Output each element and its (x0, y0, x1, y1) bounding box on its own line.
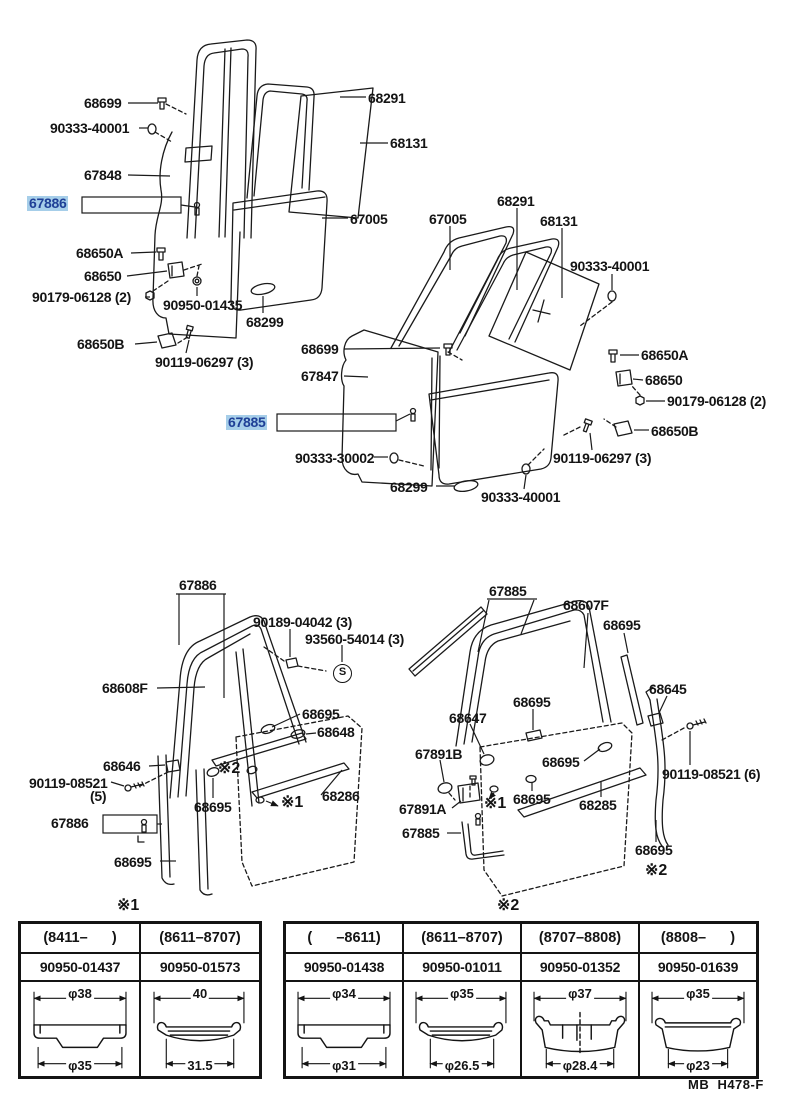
table-2-range-col4: (8808– ) (639, 923, 757, 953)
door-frame-lh-art (125, 616, 362, 895)
part-label-90333-40001-tr-upper: 90333-40001 (570, 258, 650, 274)
table-1-marker: ※1 (117, 897, 140, 914)
table-2-diagram-col2 (403, 981, 521, 1077)
table-2-diagram-col1 (285, 981, 403, 1077)
part-label-90189-04042: 90189-04042 (3) (253, 614, 353, 630)
top-dimension-label: φ35 (686, 986, 710, 1001)
table-2-part-col4: 90950-01639 (639, 953, 757, 981)
part-label-68650B-tr: 68650B (651, 423, 699, 439)
part-label-90179-06128-tl: 90179-06128 (2) (32, 289, 132, 305)
part-label-67885-highlighted: 67885 (228, 414, 266, 430)
table-2-range-col2: (8611–8707) (403, 923, 521, 953)
table-1-range-col1: (8411– ) (20, 923, 140, 953)
part-label-90950-01435: 90950-01435 (163, 297, 243, 313)
part-label-68299-tr: 68299 (390, 479, 428, 495)
table-1-part-col1: 90950-01437 (20, 953, 140, 981)
part-label-90119-06297-tr: 90119-06297 (3) (553, 450, 652, 466)
reference-mark-1-ml: ※1 (281, 794, 304, 811)
part-label-67005-tr: 67005 (429, 211, 467, 227)
top-dimension-label: φ34 (332, 986, 356, 1001)
part-label-67891B: 67891B (415, 746, 463, 762)
table-2-diagram-col3 (521, 981, 639, 1077)
part-label-67005-tl: 67005 (350, 211, 388, 227)
part-label-67886-ml-low: 67886 (51, 815, 89, 831)
reference-mark-1-mr: ※1 (484, 795, 507, 812)
part-label-67885-mr-low: 67885 (402, 825, 440, 841)
reference-mark-2-mr: ※2 (645, 862, 668, 879)
part-label-67886-ml-top: 67886 (179, 577, 217, 593)
part-label-93560-54014: 93560-54014 (3) (305, 631, 405, 647)
part-label-68131-tl: 68131 (390, 135, 428, 151)
part-label-68647: 68647 (449, 710, 487, 726)
part-label-68695-ml-c: 68695 (114, 854, 152, 870)
part-label-68699-tr: 68699 (301, 341, 339, 357)
table-2-range-col1: ( –8611) (285, 923, 403, 953)
part-label-67847: 67847 (301, 368, 339, 384)
part-label-68645: 68645 (649, 681, 687, 697)
part-label-68695-ml-a: 68695 (302, 706, 340, 722)
reference-mark-2-ml: ※2 (218, 760, 241, 777)
part-label-68650B-tl: 68650B (77, 336, 125, 352)
part-label-90179-06128-tr: 90179-06128 (2) (667, 393, 767, 409)
part-label-68695-mr-b: 68695 (513, 694, 551, 710)
bottom-dimension-label: φ31 (332, 1058, 356, 1073)
table-1-diagram-col2 (140, 981, 260, 1077)
table-2-range-col3: (8707–8808) (521, 923, 639, 953)
part-label-90119-08521-ml: 90119-08521 (29, 775, 108, 791)
bottom-dimension-label: 31.5 (187, 1058, 213, 1073)
table-2-part-col1: 90950-01438 (285, 953, 403, 981)
top-dimension-label: φ38 (68, 986, 92, 1001)
part-label-68695-mr-d: 68695 (513, 791, 551, 807)
table-2-marker: ※2 (497, 897, 520, 914)
part-label-67848: 67848 (84, 167, 122, 183)
table-2-diagram-col4 (639, 981, 757, 1077)
bottom-dimension-label: φ35 (68, 1058, 92, 1073)
top-dimension-label: φ35 (450, 986, 474, 1001)
part-label-90119-08521-mr: 90119-08521 (6) (662, 766, 761, 782)
part-label-68648: 68648 (317, 724, 355, 740)
bottom-dimension-label: φ28.4 (562, 1058, 598, 1073)
top-dimension-label: φ37 (568, 986, 592, 1001)
table-1-part-col2: 90950-01573 (140, 953, 260, 981)
grommet-table-2 (283, 921, 759, 1079)
part-label-68608F: 68608F (102, 680, 148, 696)
part-label-68285: 68285 (579, 797, 617, 813)
part-label-68695-ml-b: 68695 (194, 799, 232, 815)
part-label-67886-highlighted: 67886 (29, 195, 67, 211)
part-label-68646: 68646 (103, 758, 141, 774)
part-label-68286: 68286 (322, 788, 360, 804)
bottom-dimension-label: φ23 (686, 1058, 710, 1073)
part-label-68650-tr: 68650 (645, 372, 683, 388)
part-label-68650A-tl: 68650A (76, 245, 124, 261)
part-label-67885-mr-top: 67885 (489, 583, 527, 599)
circled-s-icon: S (333, 664, 352, 683)
part-label-68131-tr: 68131 (540, 213, 578, 229)
top-dimension-label: 40 (192, 986, 208, 1001)
table-1-range-col2: (8611–8707) (140, 923, 260, 953)
table-1-diagram-col1 (20, 981, 140, 1077)
part-label-68699-tl: 68699 (84, 95, 122, 111)
part-label-68650-tl: 68650 (84, 268, 122, 284)
part-label-90333-40001-tr-lower: 90333-40001 (481, 489, 561, 505)
part-label-68299-tl: 68299 (246, 314, 284, 330)
part-label-68607F: 68607F (563, 597, 609, 613)
part-label-90119-08521-qty: (5) (90, 788, 107, 804)
table-2-part-col2: 90950-01011 (403, 953, 521, 981)
part-label-68695-mr-e: 68695 (635, 842, 673, 858)
bottom-dimension-label: φ26.5 (444, 1058, 480, 1073)
page-code: MB H478-F (688, 1077, 764, 1092)
part-label-68695-mr-c: 68695 (542, 754, 580, 770)
part-label-90333-40001-tl: 90333-40001 (50, 120, 130, 136)
part-label-67891A: 67891A (399, 801, 447, 817)
table-2-part-col3: 90950-01352 (521, 953, 639, 981)
part-label-90119-06297-tl: 90119-06297 (3) (155, 354, 254, 370)
part-label-68650A-tr: 68650A (641, 347, 689, 363)
part-label-90333-30002: 90333-30002 (295, 450, 375, 466)
grommet-table-1 (18, 921, 262, 1079)
part-label-68291-tl: 68291 (368, 90, 406, 106)
part-label-68695-mr-a: 68695 (603, 617, 641, 633)
part-label-68291-tr: 68291 (497, 193, 535, 209)
